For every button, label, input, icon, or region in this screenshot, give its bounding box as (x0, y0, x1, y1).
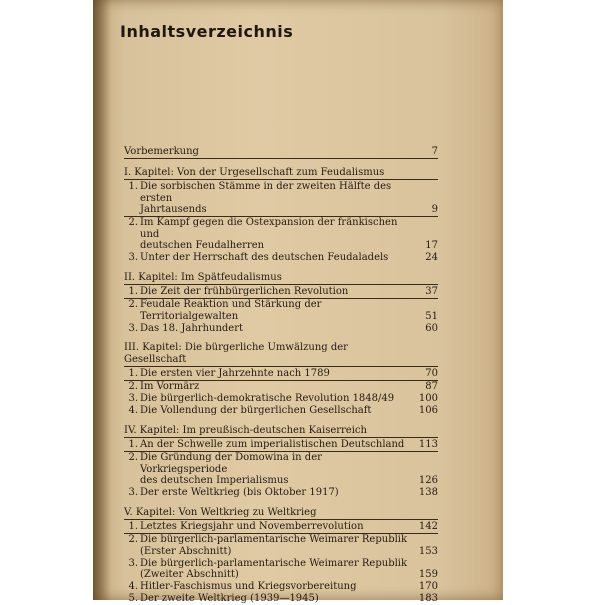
toc-entry-page: 138 (418, 487, 438, 498)
toc-entry-number: 3. (128, 252, 138, 263)
toc-entry-text (124, 439, 438, 451)
chapter-heading (124, 342, 438, 367)
toc-entry-page: 142 (418, 521, 438, 532)
chapter-heading-text: V. Kapitel: Von Weltkrieg zu Weltkrieg (124, 506, 317, 518)
chapter-heading (124, 425, 438, 439)
chapter-heading (124, 272, 438, 286)
chapter-list (124, 167, 438, 605)
toc-entry-page: 60 (425, 322, 438, 334)
toc-entry (124, 252, 438, 264)
toc-entry-page: 100 (418, 393, 438, 404)
toc-entry-page: 106 (418, 405, 438, 416)
toc-entry-page: 70 (425, 368, 438, 379)
toc-entry-line: Im Vormärz (140, 381, 200, 392)
toc-entry-number: 1. (128, 181, 138, 192)
toc-entry-line: Hitler-Faschismus und Kriegsvorbereitung (140, 581, 357, 592)
toc-entry-number: 2. (128, 534, 138, 545)
toc-entry (124, 299, 438, 322)
toc-entry-text (124, 487, 438, 499)
toc-entry-text (124, 299, 438, 322)
toc-entry-text (124, 181, 438, 216)
toc-entry-page: 24 (425, 252, 438, 263)
toc-entry (124, 323, 438, 335)
toc-entry-line: Feudale Reaktion und Stärkung der Territorialgewalten (140, 299, 322, 322)
toc-entry-line: Die bürgerlich-parlamentarische Weimarer Republik (140, 557, 408, 569)
toc-entry-number: 3. (128, 393, 138, 404)
toc-entry-page: 51 (425, 310, 438, 322)
toc-entry-line: Die ersten vier Jahrzehnte nach 1789 (140, 368, 330, 379)
toc-entry (124, 593, 438, 605)
toc-entry-text (124, 534, 438, 557)
toc-entry-number: 1. (128, 368, 138, 379)
toc-entry-text (124, 252, 438, 264)
toc-entry (124, 181, 438, 217)
toc-entry-number: 2. (128, 381, 138, 392)
toc-entry (124, 393, 438, 405)
toc-entry-page: 170 (418, 581, 438, 592)
toc-vorbemerkung-page: 7 (431, 146, 438, 157)
toc-entry-number: 2. (128, 299, 138, 310)
toc-entry (124, 534, 438, 557)
toc-entry (124, 439, 438, 452)
toc-entry-text (124, 323, 438, 335)
toc-entry-line: Die Vollendung der bürgerlichen Gesellschaft (140, 405, 372, 416)
toc-entry-line: Der zweite Weltkrieg (1939—1945) (140, 593, 319, 604)
toc-entry-text (124, 558, 438, 581)
toc-entry (124, 452, 438, 487)
toc-entry-page: 17 (425, 240, 438, 251)
toc-entry-text (124, 521, 438, 533)
toc-entry (124, 368, 438, 381)
toc-entry-text (124, 452, 438, 487)
toc-entry-line: des deutschen Imperialismus (140, 475, 289, 486)
toc-entry-number: 3. (128, 487, 138, 498)
toc-entry-line: deutschen Feudalherren (140, 240, 265, 251)
toc-entry (124, 217, 438, 252)
toc-entry-line: (Erster Abschnitt) (140, 545, 232, 557)
toc-vorbemerkung (124, 146, 438, 159)
toc-entry-text (124, 593, 438, 605)
toc-entry-number: 4. (128, 405, 138, 416)
toc-entry (124, 405, 438, 417)
toc-entry-page: 9 (431, 204, 438, 215)
toc-entry-number: 2. (128, 452, 138, 463)
toc-entry (124, 381, 438, 393)
toc-vorbemerkung-label: Vorbemerkung (124, 146, 199, 157)
toc-entry-number: 5. (128, 593, 138, 604)
toc-entry (124, 487, 438, 499)
chapter-heading-text: I. Kapitel: Von der Urgesellschaft zum Feudalismus (124, 166, 385, 178)
toc-entry-number: 3. (128, 557, 138, 569)
toc-entry-line: Im Kampf gegen die Ostexpansion der fränkischen und (140, 217, 398, 240)
toc-entry (124, 558, 438, 581)
toc-entry-line: Unter der Herrschaft des deutschen Feudaladels (140, 252, 389, 263)
toc-entry-page: 159 (418, 569, 438, 580)
toc-entry-line: Die bürgerlich-parlamentarische Weimarer Republik (140, 534, 408, 545)
toc-entry-line: Die Zeit der frühbürgerlichen Revolution (140, 286, 349, 297)
chapter-heading-text: III. Kapitel: Die bürgerliche Umwälzung der Gesellschaft (124, 342, 348, 365)
toc-entry-text (124, 393, 438, 405)
toc-entry-text (124, 381, 438, 393)
toc-entry-page: 113 (418, 439, 438, 450)
chapter-heading (124, 167, 438, 181)
toc-entry-line: Das 18. Jahrhundert (140, 322, 244, 334)
toc-entry-number: 1. (128, 286, 138, 297)
toc-entry-text (124, 217, 438, 252)
page-title: Inhaltsverzeichnis (120, 22, 294, 41)
toc-entry-page: 126 (418, 475, 438, 486)
toc-entry-line: (Zweiter Abschnitt) (140, 569, 239, 580)
toc-entry-text (124, 368, 438, 380)
toc-entry (124, 286, 438, 299)
toc-entry-number: 1. (128, 439, 138, 450)
chapter-heading (124, 507, 438, 521)
toc-entry-line: Die Gründung der Domowina in der Vorkriegsperiode (140, 452, 322, 475)
page-spine-shadow (93, 0, 111, 600)
toc-entry-number: 4. (128, 581, 138, 592)
toc-entry (124, 581, 438, 593)
toc-entry-line: Die bürgerlich-demokratische Revolution 1848/49 (140, 393, 395, 404)
chapter-heading-text: IV. Kapitel: Im preußisch-deutschen Kaiserreich (124, 424, 367, 436)
toc-entry-page: 87 (425, 381, 438, 392)
toc-entry (124, 521, 438, 534)
toc-entry-line: Letztes Kriegsjahr und Novemberrevolution (140, 521, 364, 532)
toc-entry-page: 183 (418, 593, 438, 604)
toc-entry-number: 1. (128, 521, 138, 532)
toc-entry-number: 3. (128, 322, 138, 334)
toc-entry-number: 2. (128, 217, 138, 228)
toc-entry-line: An der Schwelle zum imperialistischen Deutschland (140, 439, 405, 450)
chapter-heading-text: II. Kapitel: Im Spätfeudalismus (124, 271, 282, 283)
toc-entry-line: Der erste Weltkrieg (bis Oktober 1917) (140, 487, 339, 498)
toc-entry-text (124, 581, 438, 593)
toc-entry-text (124, 286, 438, 298)
toc-entry-page: 37 (425, 286, 438, 297)
toc-entry-page: 153 (418, 545, 438, 557)
toc-entry-text (124, 405, 438, 417)
toc-entry-line: Die sorbischen Stämme in der zweiten Hälfte des ersten (140, 181, 392, 204)
toc-entry-line: Jahrtausends (140, 204, 207, 215)
table-of-contents (124, 146, 438, 605)
